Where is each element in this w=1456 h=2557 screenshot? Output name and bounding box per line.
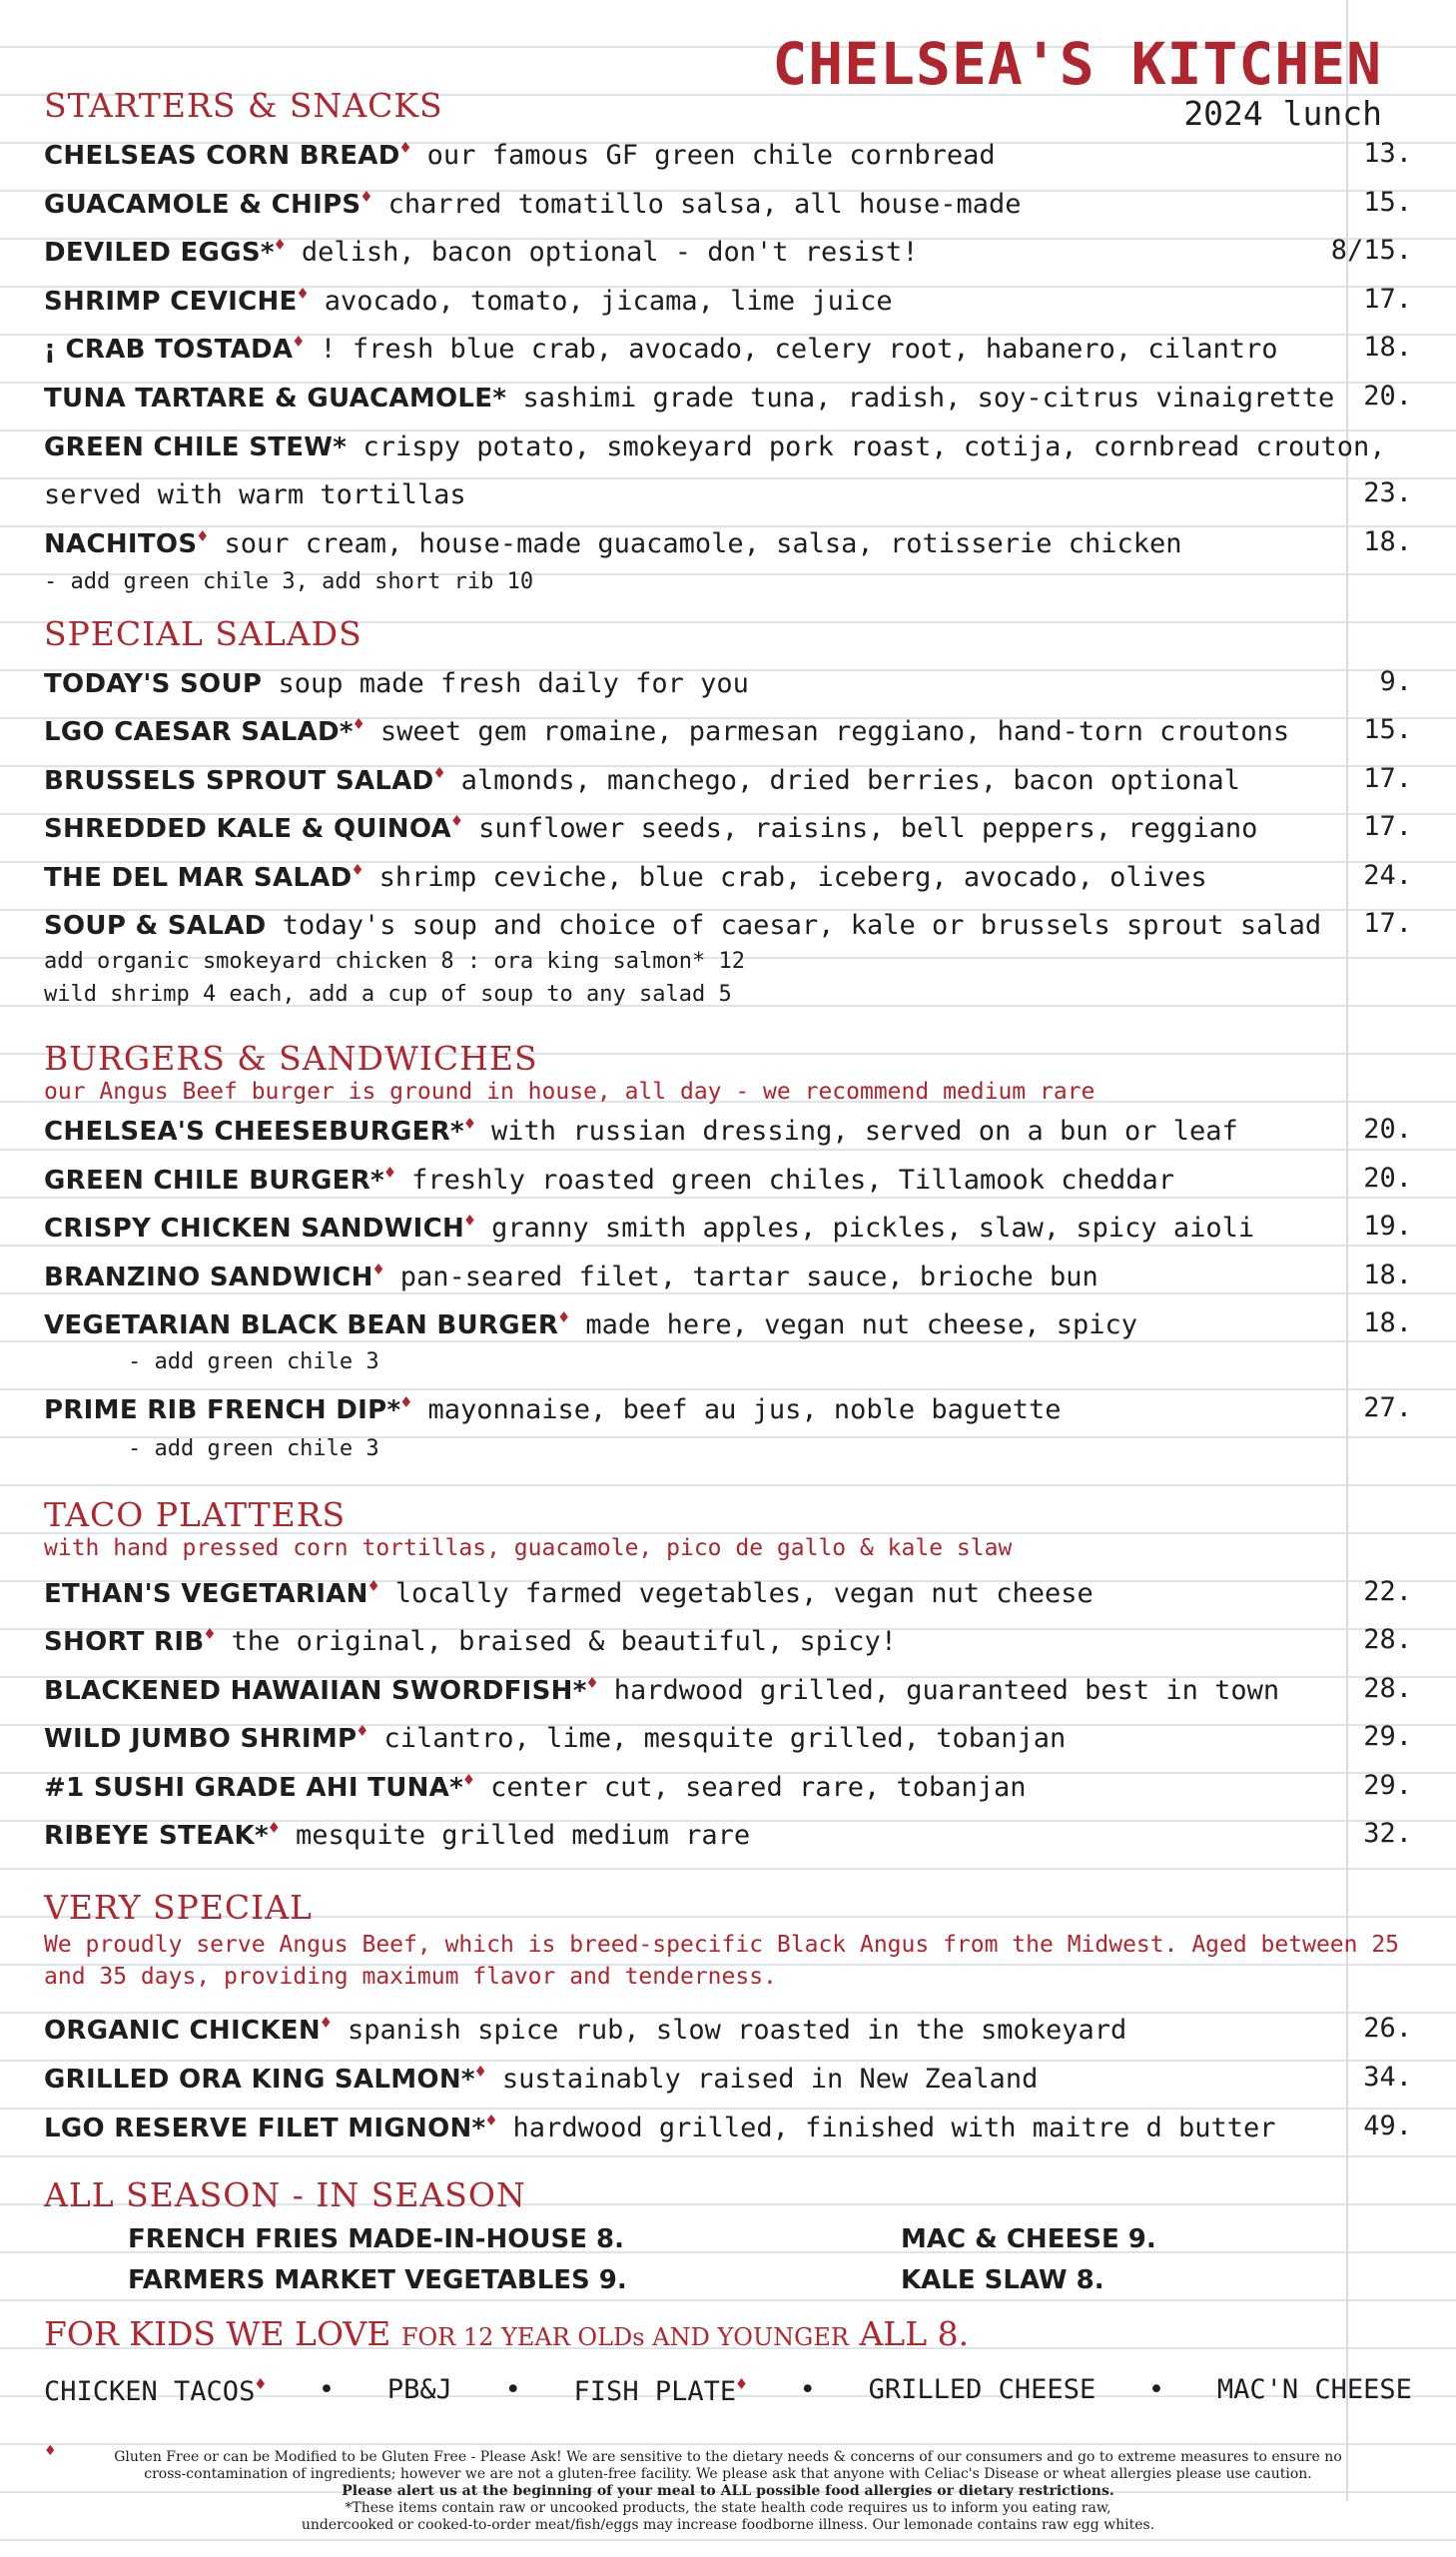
- disclaimer-line: undercooked or cooked-to-order meat/fish/eggs may increase foodborne illness. Our lemonade contains raw egg whites.: [301, 2517, 1155, 2533]
- item-price: 32.: [1363, 1818, 1412, 1849]
- item-name: SHREDDED KALE & QUINOA: [44, 814, 451, 845]
- gluten-free-icon: ♦: [450, 811, 462, 833]
- gluten-free-icon: ♦: [293, 332, 305, 354]
- item-name: #1 SUSHI GRADE AHI TUNA*: [44, 1772, 463, 1803]
- item-name: LGO CAESAR SALAD*: [44, 717, 354, 748]
- gluten-free-icon: ♦: [372, 1259, 384, 1280]
- addon-note: add organic smokeyard chicken 8 : ora king salmon* 12: [44, 949, 745, 974]
- menu-item: [44, 860, 1412, 904]
- item-price: 15.: [1363, 714, 1412, 746]
- item-description: mesquite grilled medium rare: [279, 1820, 751, 1851]
- section-note: We proudly serve Angus Beef, which is breed-specific Black Angus from the Midwest. Aged between 25 and 35 days, providing maximum flavor and tenderness.: [44, 1932, 1400, 1990]
- kids-item: FISH PLATE♦: [573, 2374, 747, 2407]
- separator: •: [504, 2374, 521, 2405]
- item-description: the original, braised & beautiful, spicy!: [215, 1626, 898, 1658]
- gluten-free-icon: ♦: [353, 714, 364, 736]
- gluten-free-icon: ♦: [44, 2443, 57, 2459]
- menu-item: [44, 1818, 1412, 1862]
- menu-item: [44, 1721, 1412, 1765]
- item-name: VEGETARIAN BLACK BEAN BURGER: [44, 1310, 559, 1340]
- menu-item: [44, 477, 1412, 521]
- item-name: SHORT RIB: [44, 1627, 205, 1658]
- gluten-free-icon: ♦: [297, 283, 309, 305]
- gluten-free-icon: ♦: [736, 2374, 747, 2395]
- item-price: 19.: [1363, 1211, 1412, 1242]
- item-description: hardwood grilled, finished with maitre d butter: [496, 2113, 1276, 2143]
- item-name: BLACKENED HAWAIIAN SWORDFISH*: [44, 1675, 587, 1706]
- menu-item: [44, 187, 1412, 231]
- menu-item: [44, 332, 1412, 376]
- kids-items: [44, 2374, 1412, 2407]
- item-description: crispy potato, smokeyard pork roast, cotija, cornbread crouton,: [347, 430, 1386, 462]
- item-name: CHELSEAS CORN BREAD: [44, 141, 400, 171]
- item-name: SOUP & SALAD: [44, 911, 267, 941]
- side-item: KALE SLAW 8.: [901, 2265, 1104, 2295]
- item-description: hardwood grilled, guaranteed best in town: [597, 1674, 1280, 1706]
- item-price: 18.: [1363, 525, 1412, 557]
- menu-item: [44, 1307, 1412, 1351]
- kids-item: MAC'N CHEESE: [1216, 2374, 1412, 2405]
- item-price: 20.: [1363, 1114, 1412, 1145]
- item-name: TUNA TARTARE & GUACAMOLE*: [44, 384, 507, 414]
- gluten-free-icon: ♦: [463, 1769, 474, 1791]
- kids-item: PB&J: [386, 2374, 452, 2405]
- item-name: ORGANIC CHICKEN: [44, 2016, 321, 2046]
- item-description: sashimi grade tuna, radish, soy-citrus vinaigrette: [506, 383, 1335, 414]
- item-description: pan-seared filet, tartar sauce, brioche bun: [383, 1261, 1098, 1292]
- kids-item: CHICKEN TACOS♦: [44, 2374, 267, 2407]
- item-description: made here, vegan nut cheese, spicy: [569, 1309, 1138, 1340]
- gluten-free-icon: ♦: [197, 525, 209, 547]
- menu-item: [44, 2013, 1412, 2057]
- section-note: with hand pressed corn tortillas, guacamole, pico de gallo & kale slaw: [44, 1535, 1013, 1561]
- gluten-free-icon: ♦: [367, 1576, 379, 1597]
- side-item: FARMERS MARKET VEGETABLES 9.: [128, 2265, 627, 2295]
- kids-item: GRILLED CHEESE: [868, 2374, 1096, 2405]
- item-description: delish, bacon optional - don't resist!: [285, 237, 919, 269]
- menu-item: [44, 235, 1412, 279]
- menu-item: [44, 811, 1412, 855]
- item-price: 17.: [1363, 762, 1412, 794]
- menu-item: [44, 1260, 1412, 1303]
- menu-item: [44, 1163, 1412, 1207]
- kids-age-note: FOR 12 YEAR OLDs AND YOUNGER: [400, 2323, 849, 2351]
- item-price: 13.: [1363, 138, 1412, 169]
- item-description: mayonnaise, beef au jus, noble baguette: [411, 1393, 1062, 1425]
- menu-item: [44, 714, 1412, 758]
- section-title: STARTERS & SNACKS: [44, 86, 443, 125]
- section-title: TACO PLATTERS: [44, 1495, 347, 1534]
- item-description: avocado, tomato, jicama, lime juice: [308, 285, 893, 317]
- item-name: WILD JUMBO SHRIMP: [44, 1724, 358, 1755]
- item-description: center cut, seared rare, tobanjan: [473, 1771, 1027, 1803]
- item-price: 26.: [1363, 2013, 1412, 2044]
- item-description: spanish spice rub, slow roasted in the smokeyard: [331, 2015, 1127, 2046]
- addon-note: - add green chile 3: [128, 1436, 379, 1461]
- gluten-free-icon: ♦: [255, 2374, 267, 2395]
- gluten-free-icon: ♦: [274, 235, 286, 257]
- item-name: DEVILED EGGS*: [44, 238, 275, 269]
- item-price: 17.: [1363, 283, 1412, 315]
- item-description: our famous GF green chile cornbread: [410, 140, 996, 171]
- item-description: with russian dressing, served on a bun or leaf: [474, 1116, 1238, 1147]
- gluten-free-icon: ♦: [357, 1721, 368, 1743]
- item-name: LGO RESERVE FILET MIGNON*: [44, 2114, 486, 2143]
- item-price: 20.: [1363, 381, 1412, 412]
- section-title: [44, 2314, 969, 2353]
- separator: •: [1147, 2374, 1165, 2405]
- item-price: 27.: [1363, 1391, 1412, 1423]
- section-title: ALL SEASON - IN SEASON: [44, 2175, 526, 2214]
- item-price: 9.: [1379, 666, 1412, 697]
- menu-item: [44, 1114, 1412, 1158]
- item-description: cilantro, lime, mesquite grilled, tobanjan: [367, 1723, 1067, 1755]
- item-description: served with warm tortillas: [44, 479, 466, 511]
- menu-item: [44, 284, 1412, 328]
- gluten-free-icon: ♦: [433, 762, 445, 784]
- item-description: shrimp ceviche, blue crab, iceberg, avocado, olives: [363, 861, 1207, 893]
- item-name: PRIME RIB FRENCH DIP*: [44, 1394, 401, 1425]
- item-name: CHELSEA'S CHEESEBURGER*: [44, 1117, 464, 1147]
- addon-note: - add green chile 3, add short rib 10: [44, 569, 534, 594]
- disclaimer-footer: [44, 2443, 1412, 2534]
- menu-item: [44, 381, 1412, 425]
- item-price: 22.: [1363, 1576, 1412, 1607]
- item-price: 15.: [1363, 186, 1412, 218]
- item-description: sustainably raised in New Zealand: [485, 2064, 1039, 2095]
- section-title: VERY SPECIAL: [44, 1888, 313, 1927]
- item-price: 17.: [1363, 811, 1412, 843]
- menu-item: [44, 666, 1412, 710]
- item-description: sunflower seeds, raisins, bell peppers, reggiano: [461, 813, 1258, 845]
- disclaimer-line: cross-contamination of ingredients; however we are not a gluten-free facility. We please ask that anyone with Celiac's Disease or wheat allergies please use caution.: [144, 2466, 1312, 2482]
- separator: •: [318, 2374, 336, 2405]
- disclaimer-line: *These items contain raw or uncooked products, the state health code requires us to inform you eating raw,: [345, 2500, 1111, 2516]
- item-description: locally farmed vegetables, vegan nut cheese: [378, 1578, 1093, 1609]
- gluten-free-icon: ♦: [463, 1114, 475, 1135]
- gluten-free-icon: ♦: [320, 2013, 332, 2034]
- item-price: 28.: [1363, 1672, 1412, 1704]
- kids-price: ALL 8.: [859, 2314, 970, 2353]
- gluten-free-icon: ♦: [485, 2111, 497, 2131]
- item-price: 20.: [1363, 1162, 1412, 1194]
- menu-item: [44, 429, 1412, 473]
- item-name: SHRIMP CEVICHE: [44, 286, 298, 317]
- restaurant-title: CHELSEA'S KITCHEN: [772, 30, 1382, 98]
- gluten-free-icon: ♦: [268, 1818, 280, 1839]
- item-price: 29.: [1363, 1721, 1412, 1753]
- disclaimer-line: Gluten Free or can be Modified to be Gluten Free - Please Ask! We are sensitive to the dietary needs & concerns of our consumers and go to extreme measures to ensure no: [114, 2449, 1342, 2465]
- item-price: 49.: [1363, 2111, 1412, 2141]
- addon-note: - add green chile 3: [128, 1349, 379, 1374]
- item-description: charred tomatillo salsa, all house-made: [371, 188, 1022, 220]
- item-description: freshly roasted green chiles, Tillamook cheddar: [394, 1164, 1175, 1196]
- menu-item: [44, 1211, 1412, 1255]
- item-name: GUACAMOLE & CHIPS: [44, 189, 362, 220]
- item-price: 29.: [1363, 1769, 1412, 1801]
- addon-note: wild shrimp 4 each, add a cup of soup to any salad 5: [44, 982, 732, 1007]
- separator: •: [799, 2374, 816, 2405]
- menu-item: [44, 1673, 1412, 1717]
- gluten-free-icon: ♦: [399, 138, 411, 159]
- menu-item: [44, 763, 1412, 807]
- item-name: BRUSSELS SPROUT SALAD: [44, 765, 434, 796]
- item-description: ! fresh blue crab, avocado, celery root, habanero, cilantro: [304, 334, 1278, 366]
- item-description: sour cream, house-made guacamole, salsa, rotisserie chicken: [208, 527, 1182, 559]
- item-price: 23.: [1363, 477, 1412, 509]
- menu-item: [44, 1392, 1412, 1436]
- menu-item: [44, 1770, 1412, 1814]
- side-item: FRENCH FRIES MADE-IN-HOUSE 8.: [128, 2224, 625, 2254]
- gluten-free-icon: ♦: [352, 859, 364, 881]
- item-name: ETHAN'S VEGETARIAN: [44, 1579, 368, 1609]
- item-name: GREEN CHILE BURGER*: [44, 1165, 384, 1196]
- item-name: GREEN CHILE STEW*: [44, 431, 348, 462]
- item-description: granny smith apples, pickles, slaw, spicy aioli: [474, 1213, 1255, 1244]
- item-name: THE DEL MAR SALAD: [44, 862, 353, 893]
- gluten-free-icon: ♦: [361, 186, 372, 208]
- item-price: 18.: [1363, 1259, 1412, 1290]
- section-title: BURGERS & SANDWICHES: [44, 1039, 538, 1078]
- side-item: MAC & CHEESE 9.: [901, 2224, 1156, 2254]
- item-description: today's soup and choice of caesar, kale or brussels sprout salad: [266, 910, 1322, 941]
- gluten-free-icon: ♦: [400, 1391, 412, 1413]
- item-description: sweet gem romaine, parmesan reggiano, hand-torn croutons: [364, 716, 1290, 748]
- item-name: NACHITOS: [44, 528, 198, 559]
- gluten-free-icon: ♦: [474, 2062, 486, 2083]
- item-price: 17.: [1363, 908, 1412, 939]
- item-name: GRILLED ORA KING SALMON*: [44, 2065, 475, 2095]
- menu-subtitle: 2024 lunch: [1183, 94, 1382, 133]
- kids-title: FOR KIDS WE LOVE: [44, 2314, 391, 2353]
- gluten-free-icon: ♦: [586, 1672, 598, 1694]
- item-name: ¡ CRAB TOSTADA: [44, 335, 294, 366]
- gluten-free-icon: ♦: [204, 1624, 216, 1646]
- item-price: 8/15.: [1330, 235, 1412, 267]
- item-description: soup made fresh daily for you: [262, 668, 749, 699]
- menu-item: [44, 1576, 1412, 1620]
- item-price: 18.: [1363, 332, 1412, 364]
- disclaimer-line: Please alert us at the beginning of your meal to ALL possible food allergies or dietary restrictions.: [342, 2483, 1114, 2499]
- menu-item: [44, 908, 1412, 952]
- item-description: almonds, manchego, dried berries, bacon optional: [444, 764, 1240, 796]
- menu-item: [44, 138, 1412, 182]
- item-name: TODAY'S SOUP: [44, 669, 263, 699]
- section-title: SPECIAL SALADS: [44, 614, 363, 653]
- gluten-free-icon: ♦: [464, 1211, 475, 1232]
- menu-item: [44, 526, 1412, 570]
- menu-item: [44, 1624, 1412, 1668]
- gluten-free-icon: ♦: [558, 1307, 570, 1328]
- item-price: 34.: [1363, 2062, 1412, 2093]
- menu-item: [44, 2111, 1412, 2154]
- item-price: 18.: [1363, 1307, 1412, 1338]
- section-note: our Angus Beef burger is ground in house, all day - we recommend medium rare: [44, 1079, 1095, 1105]
- item-name: BRANZINO SANDWICH: [44, 1262, 373, 1292]
- item-name: CRISPY CHICKEN SANDWICH: [44, 1214, 465, 1244]
- item-price: 28.: [1363, 1624, 1412, 1656]
- gluten-free-icon: ♦: [383, 1162, 395, 1184]
- item-name: RIBEYE STEAK*: [44, 1821, 269, 1851]
- item-price: 24.: [1363, 859, 1412, 891]
- menu-item: [44, 2062, 1412, 2106]
